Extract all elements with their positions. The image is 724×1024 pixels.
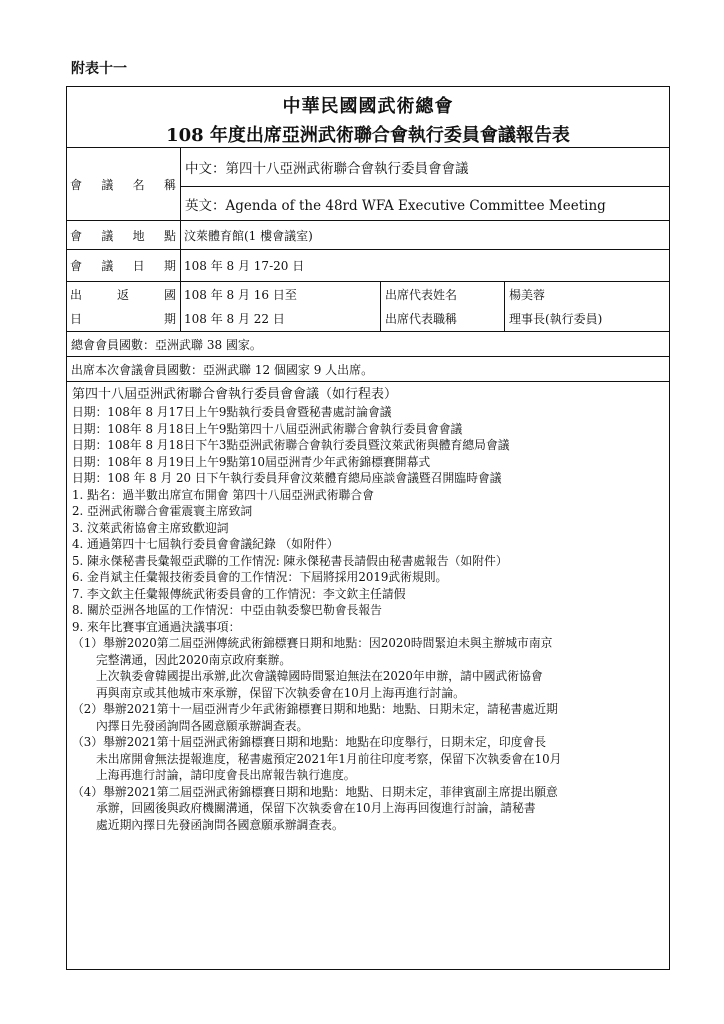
label-char: 會	[70, 228, 83, 243]
member-count: 總會會員國數：亞洲武聯 38 國家。	[67, 332, 669, 357]
resolution-4	[72, 784, 664, 834]
resolution-line: 內擇日先發函詢問各國意願承辦調查表。	[96, 718, 309, 733]
rep-title-label: 出席代表職稱	[385, 312, 458, 327]
label-char: 期	[163, 312, 176, 327]
depart-date: 108 年 8 月 16 日至	[184, 287, 297, 302]
schedule-line: 日期：108年 8 月18日上午9點第四十八屆亞洲武術聯合會執行委員會會議	[72, 421, 463, 436]
travel-row	[67, 282, 669, 332]
resolution-1	[72, 635, 664, 701]
agenda-item: 2. 亞洲武術聯合會霍震寰主席致詞	[72, 504, 253, 518]
resolution-line: 上海再進行討論，請印度會長出席報告執行進度。	[96, 768, 356, 782]
schedule-line: 日期：108 年 8 月 20 日下午執行委員拜會汶萊體育總局座談會議暨召開臨時會議	[72, 471, 502, 485]
resolution-2	[72, 701, 664, 734]
attendance-count: 出席本次會議會員國數：亞洲武聯 12 個國家 9 人出席。	[67, 357, 669, 382]
travel-dates-label	[67, 282, 181, 331]
resolution-line: 未出席開會無法提報進度，秘書處預定2021年1月前往印度考察，保留下次執委會在10月	[96, 751, 562, 766]
organization-title: 中華民國國武術總會	[282, 96, 454, 117]
label-char: 日	[70, 312, 83, 327]
label-char: 議	[101, 177, 114, 192]
representative-labels	[381, 282, 505, 331]
meeting-name-english: 英文：Agenda of the 48rd WFA Executive Committee Meeting	[185, 197, 606, 214]
agenda-heading: 第四十八屆亞洲武術聯合會執行委員會會議（如行程表）	[72, 387, 398, 402]
label-char: 議	[101, 228, 114, 243]
schedule-line: 日期：108年 8 月17日上午9點執行委員會暨秘書處討論會議	[72, 405, 392, 419]
label-char: 議	[101, 259, 114, 273]
resolution-line: （2）舉辦2021第十一屆亞洲青少年武術錦標賽日期和地點：地點、日期未定，請秘書處近期	[72, 702, 558, 716]
schedule-line: 日期：108年 8 月19日上午9點第10屆亞洲青少年武術錦標賽開幕式	[72, 454, 431, 469]
report-title: 108 年度出席亞洲武術聯合會執行委員會議報告表	[166, 125, 570, 146]
agenda-item: 5. 陳永傑秘書長彙報亞武聯的工作情況: 陳永傑秘書長請假由秘書處報告（如附件）	[72, 553, 508, 568]
label-char: 日	[132, 259, 145, 273]
resolution-line: （1）舉辦2020第二屆亞洲傳統武術錦標賽日期和地點：因2020時間緊迫未與主辦城市南京	[72, 636, 553, 650]
resolution-line: （3）舉辦2021第十屆亞洲武術錦標賽日期和地點：地點在印度舉行，日期未定，印度會長	[72, 735, 547, 749]
venue-value: 汶萊體育館(1 樓會議室)	[184, 228, 313, 243]
agenda-section	[67, 382, 669, 833]
agenda-item: 8. 關於亞洲各地區的工作情況：中亞由執委黎巴勒會長報告	[72, 603, 382, 617]
dates-row	[67, 250, 669, 282]
label-char: 會	[70, 177, 83, 192]
agenda-item: 7. 李文欽主任彙報傳統武術委員會的工作情況：李文欽主任請假	[72, 586, 406, 601]
resolution-line: （4）舉辦2021第二屆亞洲武術錦標賽日期和地點：地點、日期未定，菲律賓副主席提出願意	[72, 784, 558, 799]
agenda-item: 3. 汶萊武術協會主席致歡迎詞	[72, 520, 229, 535]
label-char: 期	[163, 259, 176, 273]
report-form	[66, 86, 670, 970]
return-date: 108 年 8 月 22 日	[184, 312, 285, 327]
meeting-name-label	[67, 148, 181, 220]
label-char: 出	[70, 287, 83, 302]
label-char: 名	[132, 177, 145, 192]
meeting-name-chinese: 中文：第四十八亞洲武術聯合會執行委員會會議	[181, 148, 669, 187]
label-char: 稱	[163, 177, 176, 192]
resolution-line: 承辦，回國後與政府機關溝通，保留下次執委會在10月上海再回復進行討論，請秘書	[96, 801, 536, 815]
label-char: 會	[70, 259, 83, 273]
agenda-item: 6. 金肖斌主任彙報技術委員會的工作情況：下屆將採用2019武術規則。	[72, 570, 448, 584]
representative-values	[505, 282, 669, 331]
resolution-line: 處近期內擇日先發函詢問各國意願承辦調查表。	[96, 817, 344, 832]
travel-dates-value	[181, 282, 381, 331]
label-char: 地	[132, 228, 145, 243]
dates-value: 108 年 8 月 17-20 日	[184, 259, 305, 273]
label-char: 國	[163, 287, 176, 302]
schedule-line: 日期：108年 8 月18日下午3點亞洲武術聯合會執行委員暨汶萊武術與體育總局會議	[72, 438, 510, 452]
agenda-item: 4. 通過第四十七屆執行委員會會議紀錄 （如附件）	[72, 537, 339, 551]
venue-label	[67, 221, 181, 249]
annex-label: 附表十一	[71, 61, 127, 77]
meeting-name-row	[67, 148, 669, 221]
label-char: 點	[163, 228, 176, 243]
meeting-name-values	[181, 148, 669, 220]
venue-row	[67, 221, 669, 250]
rep-name: 楊美蓉	[509, 287, 546, 302]
agenda-item: 1. 點名：過半數出席宣布開會 第四十八屆亞洲武術聯合會	[72, 487, 374, 502]
rep-title: 理事長(執行委員)	[509, 312, 603, 327]
resolution-line: 上次執委會韓國提出承辦,此次會議韓國時間緊迫無法在2020年申辦，請中國武術協會	[96, 669, 543, 683]
label-char: 返	[116, 287, 129, 302]
agenda-item: 9. 來年比賽事宜通過決議事項：	[72, 619, 241, 634]
resolution-line: 再與南京或其他城市來承辦，保留下次執委會在10月上海再進行討論。	[96, 685, 465, 700]
resolution-line: 完整溝通，因此2020南京政府棄辦。	[96, 652, 292, 667]
form-header	[67, 87, 669, 148]
dates-label	[67, 250, 181, 281]
rep-name-label: 出席代表姓名	[385, 287, 458, 302]
resolution-3	[72, 734, 664, 784]
